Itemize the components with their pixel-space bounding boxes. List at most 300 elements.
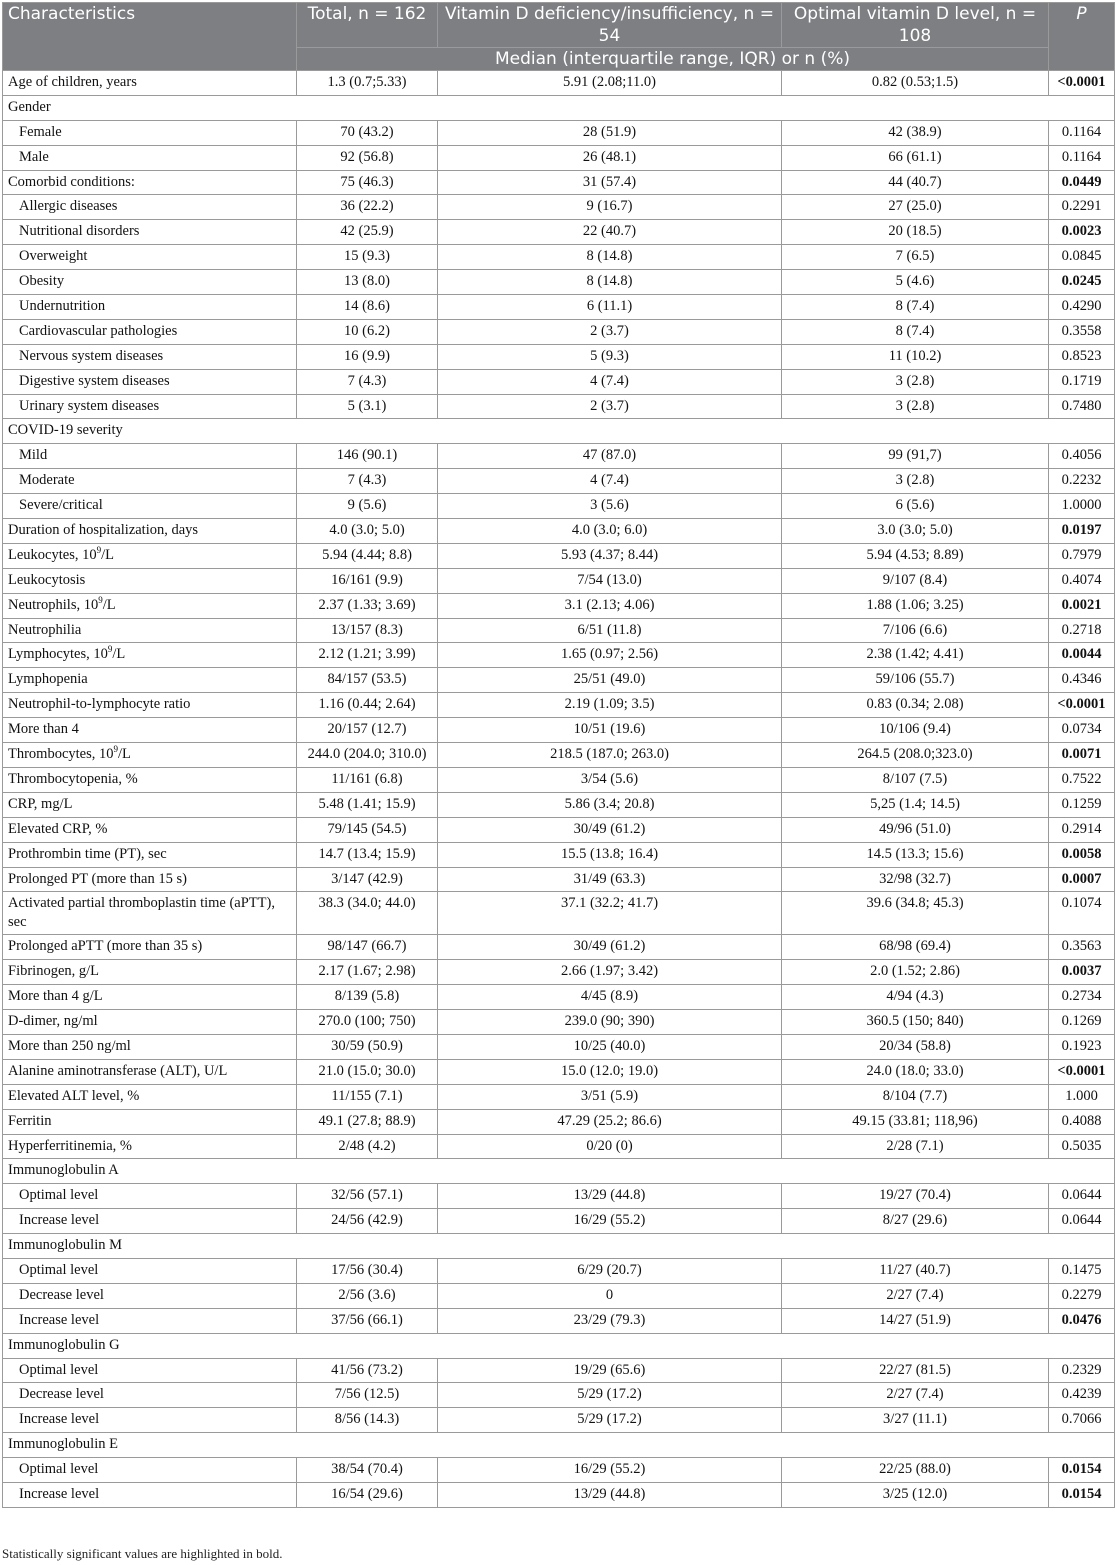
cell-p-value: 0.0058: [1049, 842, 1115, 867]
group-row: [3, 1333, 1115, 1358]
cell-total: 16 (9.9): [297, 344, 438, 369]
cell-deficiency: 16/29 (55.2): [438, 1458, 782, 1483]
cell-deficiency: 37.1 (32.2; 41.7): [438, 892, 782, 935]
row-label: Optimal level: [3, 1258, 297, 1283]
cell-optimal: 3 (2.8): [782, 369, 1049, 394]
cell-total: 7/56 (12.5): [297, 1383, 438, 1408]
cell-total: 3/147 (42.9): [297, 867, 438, 892]
cell-deficiency: 22 (40.7): [438, 220, 782, 245]
cell-optimal: 2.38 (1.42; 4.41): [782, 643, 1049, 668]
table-row: [3, 842, 1115, 867]
cell-deficiency: 218.5 (187.0; 263.0): [438, 743, 782, 768]
cell-total: 49.1 (27.8; 88.9): [297, 1109, 438, 1134]
header-total: Total, n = 162: [297, 3, 438, 48]
table-row: [3, 985, 1115, 1010]
cell-deficiency: 0/20 (0): [438, 1134, 782, 1159]
cell-deficiency: 10/51 (19.6): [438, 718, 782, 743]
cell-deficiency: 23/29 (79.3): [438, 1308, 782, 1333]
table-row: [3, 743, 1115, 768]
table-row: [3, 170, 1115, 195]
cell-deficiency: 26 (48.1): [438, 145, 782, 170]
table-row: [3, 718, 1115, 743]
cell-p-value: 0.0644: [1049, 1209, 1115, 1234]
header-deficiency: Vitamin D deficiency/insufficiency, n = 54: [438, 3, 782, 48]
cell-total: 2/48 (4.2): [297, 1134, 438, 1159]
header-characteristics: Characteristics: [3, 3, 297, 71]
row-label: Undernutrition: [3, 295, 297, 320]
cell-p-value: 0.1074: [1049, 892, 1115, 935]
table-row: [3, 817, 1115, 842]
cell-total: 17/56 (30.4): [297, 1258, 438, 1283]
cell-total: 36 (22.2): [297, 195, 438, 220]
cell-deficiency: 6/51 (11.8): [438, 618, 782, 643]
row-label: Severe/critical: [3, 494, 297, 519]
table-row: [3, 1010, 1115, 1035]
cell-p-value: <0.0001: [1049, 693, 1115, 718]
row-label-text: Lymphocytes, 10: [8, 646, 108, 663]
cell-total: 7 (4.3): [297, 469, 438, 494]
table-row: [3, 1034, 1115, 1059]
cell-p-value: 0.1259: [1049, 792, 1115, 817]
cell-optimal: 49.15 (33.81; 118,96): [782, 1109, 1049, 1134]
row-label: Overweight: [3, 245, 297, 270]
cell-total: 30/59 (50.9): [297, 1034, 438, 1059]
row-label: Immunoglobulin A: [3, 1159, 1115, 1184]
table-row: [3, 693, 1115, 718]
table-row: [3, 1283, 1115, 1308]
cell-total: 20/157 (12.7): [297, 718, 438, 743]
row-label-unit: /L: [112, 646, 126, 663]
row-label-unit: /L: [101, 546, 114, 563]
row-label: Urinary system diseases: [3, 394, 297, 419]
row-label: Male: [3, 145, 297, 170]
cell-p-value: 0.3558: [1049, 319, 1115, 344]
cell-deficiency: 4 (7.4): [438, 369, 782, 394]
row-label: Fibrinogen, g/L: [3, 960, 297, 985]
cell-deficiency: 5 (9.3): [438, 344, 782, 369]
group-row: [3, 1159, 1115, 1184]
cell-optimal: 264.5 (208.0;323.0): [782, 743, 1049, 768]
cell-p-value: 0.0007: [1049, 867, 1115, 892]
cell-optimal: 3 (2.8): [782, 469, 1049, 494]
cell-total: 2.17 (1.67; 2.98): [297, 960, 438, 985]
cell-total: 14 (8.6): [297, 295, 438, 320]
cell-total: 13 (8.0): [297, 270, 438, 295]
cell-optimal: 5.94 (4.53; 8.89): [782, 543, 1049, 568]
data-table: [2, 2, 1115, 1508]
cell-deficiency: 5/29 (17.2): [438, 1383, 782, 1408]
cell-p-value: 0.1475: [1049, 1258, 1115, 1283]
table-row: [3, 71, 1115, 96]
row-label: D-dimer, ng/ml: [3, 1010, 297, 1035]
cell-p-value: 0.2329: [1049, 1358, 1115, 1383]
cell-optimal: 4/94 (4.3): [782, 985, 1049, 1010]
cell-total: 84/157 (53.5): [297, 668, 438, 693]
cell-optimal: 9/107 (8.4): [782, 568, 1049, 593]
cell-p-value: 0.7979: [1049, 543, 1115, 568]
cell-p-value: 0.1164: [1049, 145, 1115, 170]
row-label: Neutrophil-to-lymphocyte ratio: [3, 693, 297, 718]
cell-deficiency: 2.19 (1.09; 3.5): [438, 693, 782, 718]
cell-optimal: 2/28 (7.1): [782, 1134, 1049, 1159]
table-row: [3, 792, 1115, 817]
cell-p-value: 0.4239: [1049, 1383, 1115, 1408]
row-label: Thrombocytopenia, %: [3, 767, 297, 792]
cell-p-value: 0.0023: [1049, 220, 1115, 245]
cell-p-value: 0.4056: [1049, 444, 1115, 469]
row-label: Obesity: [3, 270, 297, 295]
row-label: Moderate: [3, 469, 297, 494]
row-label-text: Neutrophils, 10: [8, 596, 99, 613]
cell-optimal: 14/27 (51.9): [782, 1308, 1049, 1333]
cell-optimal: 22/27 (81.5): [782, 1358, 1049, 1383]
row-label: More than 4 g/L: [3, 985, 297, 1010]
cell-deficiency: 31/49 (63.3): [438, 867, 782, 892]
cell-total: 7 (4.3): [297, 369, 438, 394]
cell-optimal: 20/34 (58.8): [782, 1034, 1049, 1059]
cell-optimal: 6 (5.6): [782, 494, 1049, 519]
table-row: [3, 1258, 1115, 1283]
cell-p-value: 0.0476: [1049, 1308, 1115, 1333]
cell-deficiency: 9 (16.7): [438, 195, 782, 220]
table-row: [3, 1084, 1115, 1109]
cell-deficiency: 3.1 (2.13; 4.06): [438, 593, 782, 618]
table-row: [3, 1408, 1115, 1433]
table-row: [3, 1458, 1115, 1483]
row-label-exponent: 9: [107, 644, 113, 655]
cell-deficiency: 30/49 (61.2): [438, 935, 782, 960]
cell-optimal: 10/106 (9.4): [782, 718, 1049, 743]
row-label: Elevated ALT level, %: [3, 1084, 297, 1109]
cell-p-value: 0.0154: [1049, 1482, 1115, 1507]
cell-optimal: 3 (2.8): [782, 394, 1049, 419]
table-row: [3, 1308, 1115, 1333]
header-optimal: Optimal vitamin D level, n = 108: [782, 3, 1049, 48]
cell-deficiency: 2 (3.7): [438, 394, 782, 419]
row-label: Immunoglobulin M: [3, 1234, 1115, 1259]
cell-optimal: 24.0 (18.0; 33.0): [782, 1059, 1049, 1084]
cell-total: 70 (43.2): [297, 120, 438, 145]
cell-optimal: 7 (6.5): [782, 245, 1049, 270]
row-label: Activated partial thromboplastin time (aPTT), sec: [3, 892, 297, 935]
table-body: [3, 71, 1115, 1508]
row-label: Optimal level: [3, 1184, 297, 1209]
cell-deficiency: 4/45 (8.9): [438, 985, 782, 1010]
cell-total: 92 (56.8): [297, 145, 438, 170]
row-label: Nutritional disorders: [3, 220, 297, 245]
row-label: [3, 643, 297, 668]
cell-total: 2/56 (3.6): [297, 1283, 438, 1308]
cell-p-value: 0.5035: [1049, 1134, 1115, 1159]
cell-p-value: <0.0001: [1049, 71, 1115, 96]
table-row: [3, 369, 1115, 394]
cell-optimal: 8/104 (7.7): [782, 1084, 1049, 1109]
table-row: [3, 145, 1115, 170]
cell-p-value: 0.0449: [1049, 170, 1115, 195]
group-row: [3, 1234, 1115, 1259]
cell-optimal: 27 (25.0): [782, 195, 1049, 220]
cell-optimal: 8/107 (7.5): [782, 767, 1049, 792]
row-label: Increase level: [3, 1408, 297, 1433]
cell-optimal: 0.82 (0.53;1.5): [782, 71, 1049, 96]
cell-deficiency: 5.91 (2.08;11.0): [438, 71, 782, 96]
cell-deficiency: 19/29 (65.6): [438, 1358, 782, 1383]
cell-total: 2.12 (1.21; 3.99): [297, 643, 438, 668]
table-row: [3, 568, 1115, 593]
row-label: Lymphopenia: [3, 668, 297, 693]
cell-p-value: 0.0644: [1049, 1184, 1115, 1209]
row-label: Hyperferritinemia, %: [3, 1134, 297, 1159]
table-row: [3, 195, 1115, 220]
cell-deficiency: 47 (87.0): [438, 444, 782, 469]
row-label: Mild: [3, 444, 297, 469]
cell-p-value: 0.0734: [1049, 718, 1115, 743]
cell-total: 42 (25.9): [297, 220, 438, 245]
row-label-exponent: 9: [113, 744, 119, 755]
table-row: [3, 220, 1115, 245]
row-label: Optimal level: [3, 1358, 297, 1383]
cell-optimal: 3.0 (3.0; 5.0): [782, 519, 1049, 544]
cell-p-value: <0.0001: [1049, 1059, 1115, 1084]
row-label: [3, 743, 297, 768]
table-row: [3, 593, 1115, 618]
table-row: [3, 270, 1115, 295]
row-label-text: Leukocytes, 10: [8, 546, 97, 563]
cell-deficiency: 5.93 (4.37; 8.44): [438, 543, 782, 568]
footnote: Statistically significant values are highlighted in bold.: [2, 1546, 283, 1561]
cell-deficiency: 5.86 (3.4; 20.8): [438, 792, 782, 817]
table-row: [3, 1109, 1115, 1134]
cell-total: 5.94 (4.44; 8.8): [297, 543, 438, 568]
row-label: [3, 593, 297, 618]
table-row: [3, 1482, 1115, 1507]
cell-deficiency: 5/29 (17.2): [438, 1408, 782, 1433]
row-label-text: Thrombocytes, 10: [8, 746, 114, 763]
cell-p-value: 0.8523: [1049, 344, 1115, 369]
row-label: Increase level: [3, 1308, 297, 1333]
cell-optimal: 8 (7.4): [782, 319, 1049, 344]
row-label: Prothrombin time (PT), sec: [3, 842, 297, 867]
cell-optimal: 2/27 (7.4): [782, 1283, 1049, 1308]
cell-p-value: 0.0021: [1049, 593, 1115, 618]
row-label: Duration of hospitalization, days: [3, 519, 297, 544]
table-row: [3, 120, 1115, 145]
cell-deficiency: 25/51 (49.0): [438, 668, 782, 693]
row-label: Female: [3, 120, 297, 145]
row-label: Alanine aminotransferase (ALT), U/L: [3, 1059, 297, 1084]
table-row: [3, 892, 1115, 935]
cell-optimal: 8/27 (29.6): [782, 1209, 1049, 1234]
cell-optimal: 42 (38.9): [782, 120, 1049, 145]
row-label: COVID-19 severity: [3, 419, 1115, 444]
cell-optimal: 360.5 (150; 840): [782, 1010, 1049, 1035]
cell-optimal: 3/25 (12.0): [782, 1482, 1049, 1507]
table-row: [3, 1358, 1115, 1383]
cell-deficiency: 8 (14.8): [438, 270, 782, 295]
cell-optimal: 68/98 (69.4): [782, 935, 1049, 960]
cell-p-value: 0.0037: [1049, 960, 1115, 985]
row-label-unit: /L: [118, 746, 131, 763]
cell-p-value: 0.4088: [1049, 1109, 1115, 1134]
row-label: Immunoglobulin G: [3, 1333, 1115, 1358]
cell-p-value: 0.2718: [1049, 618, 1115, 643]
cell-deficiency: 0: [438, 1283, 782, 1308]
cell-optimal: 99 (91,7): [782, 444, 1049, 469]
cell-deficiency: 1.65 (0.97; 2.56): [438, 643, 782, 668]
cell-p-value: 1.000: [1049, 1084, 1115, 1109]
cell-p-value: 0.0245: [1049, 270, 1115, 295]
row-label: More than 4: [3, 718, 297, 743]
cell-optimal: 8 (7.4): [782, 295, 1049, 320]
table-row: [3, 543, 1115, 568]
cell-total: 16/161 (9.9): [297, 568, 438, 593]
cell-total: 8/56 (14.3): [297, 1408, 438, 1433]
cell-optimal: 7/106 (6.6): [782, 618, 1049, 643]
cell-total: 8/139 (5.8): [297, 985, 438, 1010]
cell-p-value: 0.0071: [1049, 743, 1115, 768]
cell-total: 11/155 (7.1): [297, 1084, 438, 1109]
cell-total: 1.3 (0.7;5.33): [297, 71, 438, 96]
cell-total: 38/54 (70.4): [297, 1458, 438, 1483]
row-label: Optimal level: [3, 1458, 297, 1483]
cell-p-value: 0.0044: [1049, 643, 1115, 668]
table-row: [3, 245, 1115, 270]
cell-deficiency: 8 (14.8): [438, 245, 782, 270]
table-row: [3, 935, 1115, 960]
cell-optimal: 2/27 (7.4): [782, 1383, 1049, 1408]
cell-p-value: 0.7066: [1049, 1408, 1115, 1433]
row-label-unit: /L: [102, 596, 116, 613]
cell-p-value: 0.1269: [1049, 1010, 1115, 1035]
cell-total: 21.0 (15.0; 30.0): [297, 1059, 438, 1084]
cell-deficiency: 15.0 (12.0; 19.0): [438, 1059, 782, 1084]
table-row: [3, 1059, 1115, 1084]
cell-p-value: 0.2291: [1049, 195, 1115, 220]
row-label: Digestive system diseases: [3, 369, 297, 394]
cell-p-value: 0.2914: [1049, 817, 1115, 842]
table-row: [3, 469, 1115, 494]
cell-deficiency: 13/29 (44.8): [438, 1482, 782, 1507]
cell-total: 10 (6.2): [297, 319, 438, 344]
row-label: Decrease level: [3, 1383, 297, 1408]
table-row: [3, 519, 1115, 544]
cell-optimal: 19/27 (70.4): [782, 1184, 1049, 1209]
cell-deficiency: 16/29 (55.2): [438, 1209, 782, 1234]
cell-total: 41/56 (73.2): [297, 1358, 438, 1383]
row-label-exponent: 9: [96, 545, 102, 556]
cell-total: 37/56 (66.1): [297, 1308, 438, 1333]
cell-deficiency: 30/49 (61.2): [438, 817, 782, 842]
group-row: [3, 1433, 1115, 1458]
cell-deficiency: 7/54 (13.0): [438, 568, 782, 593]
cell-optimal: 32/98 (32.7): [782, 867, 1049, 892]
table-row: [3, 1209, 1115, 1234]
cell-p-value: 0.1164: [1049, 120, 1115, 145]
row-label: Leukocytosis: [3, 568, 297, 593]
cell-total: 2.37 (1.33; 3.69): [297, 593, 438, 618]
cell-optimal: 1.88 (1.06; 3.25): [782, 593, 1049, 618]
cell-optimal: 44 (40.7): [782, 170, 1049, 195]
cell-deficiency: 3/51 (5.9): [438, 1084, 782, 1109]
row-label: Prolonged aPTT (more than 35 s): [3, 935, 297, 960]
cell-total: 32/56 (57.1): [297, 1184, 438, 1209]
cell-total: 4.0 (3.0; 5.0): [297, 519, 438, 544]
cell-p-value: 0.7480: [1049, 394, 1115, 419]
cell-total: 79/145 (54.5): [297, 817, 438, 842]
row-label: More than 250 ng/ml: [3, 1034, 297, 1059]
cell-total: 270.0 (100; 750): [297, 1010, 438, 1035]
cell-p-value: 0.7522: [1049, 767, 1115, 792]
row-label: Neutrophilia: [3, 618, 297, 643]
table-row: [3, 295, 1115, 320]
cell-p-value: 0.2279: [1049, 1283, 1115, 1308]
table-row: [3, 319, 1115, 344]
cell-optimal: 3/27 (11.1): [782, 1408, 1049, 1433]
row-label: [3, 543, 297, 568]
cell-optimal: 2.0 (1.52; 2.86): [782, 960, 1049, 985]
cell-deficiency: 2.66 (1.97; 3.42): [438, 960, 782, 985]
table-row: [3, 1134, 1115, 1159]
row-label-exponent: 9: [98, 594, 103, 605]
header-subheader: Median (interquartile range, IQR) or n (%): [297, 48, 1049, 71]
cell-deficiency: 4.0 (3.0; 6.0): [438, 519, 782, 544]
cell-total: 38.3 (34.0; 44.0): [297, 892, 438, 935]
cell-p-value: 0.3563: [1049, 935, 1115, 960]
cell-optimal: 0.83 (0.34; 2.08): [782, 693, 1049, 718]
table-row: [3, 618, 1115, 643]
table-row: [3, 394, 1115, 419]
cell-total: 9 (5.6): [297, 494, 438, 519]
cell-p-value: 0.4074: [1049, 568, 1115, 593]
cell-total: 244.0 (204.0; 310.0): [297, 743, 438, 768]
table-header: [3, 3, 1115, 71]
cell-p-value: 0.0197: [1049, 519, 1115, 544]
cell-total: 75 (46.3): [297, 170, 438, 195]
table-row: [3, 1383, 1115, 1408]
table-row: [3, 767, 1115, 792]
cell-p-value: 0.1923: [1049, 1034, 1115, 1059]
cell-p-value: 0.2734: [1049, 985, 1115, 1010]
cell-optimal: 11 (10.2): [782, 344, 1049, 369]
cell-total: 24/56 (42.9): [297, 1209, 438, 1234]
row-label: Gender: [3, 95, 1115, 120]
cell-deficiency: 6 (11.1): [438, 295, 782, 320]
cell-total: 16/54 (29.6): [297, 1482, 438, 1507]
cell-deficiency: 2 (3.7): [438, 319, 782, 344]
cell-optimal: 39.6 (34.8; 45.3): [782, 892, 1049, 935]
cell-optimal: 14.5 (13.3; 15.6): [782, 842, 1049, 867]
cell-deficiency: 28 (51.9): [438, 120, 782, 145]
row-label: Prolonged PT (more than 15 s): [3, 867, 297, 892]
row-label: Allergic diseases: [3, 195, 297, 220]
cell-p-value: 0.4346: [1049, 668, 1115, 693]
cell-optimal: 22/25 (88.0): [782, 1458, 1049, 1483]
cell-total: 13/157 (8.3): [297, 618, 438, 643]
row-label: Nervous system diseases: [3, 344, 297, 369]
cell-optimal: 66 (61.1): [782, 145, 1049, 170]
table-row: [3, 1184, 1115, 1209]
cell-p-value: 0.0845: [1049, 245, 1115, 270]
row-label: Cardiovascular pathologies: [3, 319, 297, 344]
cell-deficiency: 6/29 (20.7): [438, 1258, 782, 1283]
row-label: Elevated CRP, %: [3, 817, 297, 842]
cell-total: 11/161 (6.8): [297, 767, 438, 792]
table-row: [3, 444, 1115, 469]
header-p: P: [1049, 3, 1115, 71]
cell-p-value: 0.4290: [1049, 295, 1115, 320]
row-label: Immunoglobulin E: [3, 1433, 1115, 1458]
cell-total: 98/147 (66.7): [297, 935, 438, 960]
